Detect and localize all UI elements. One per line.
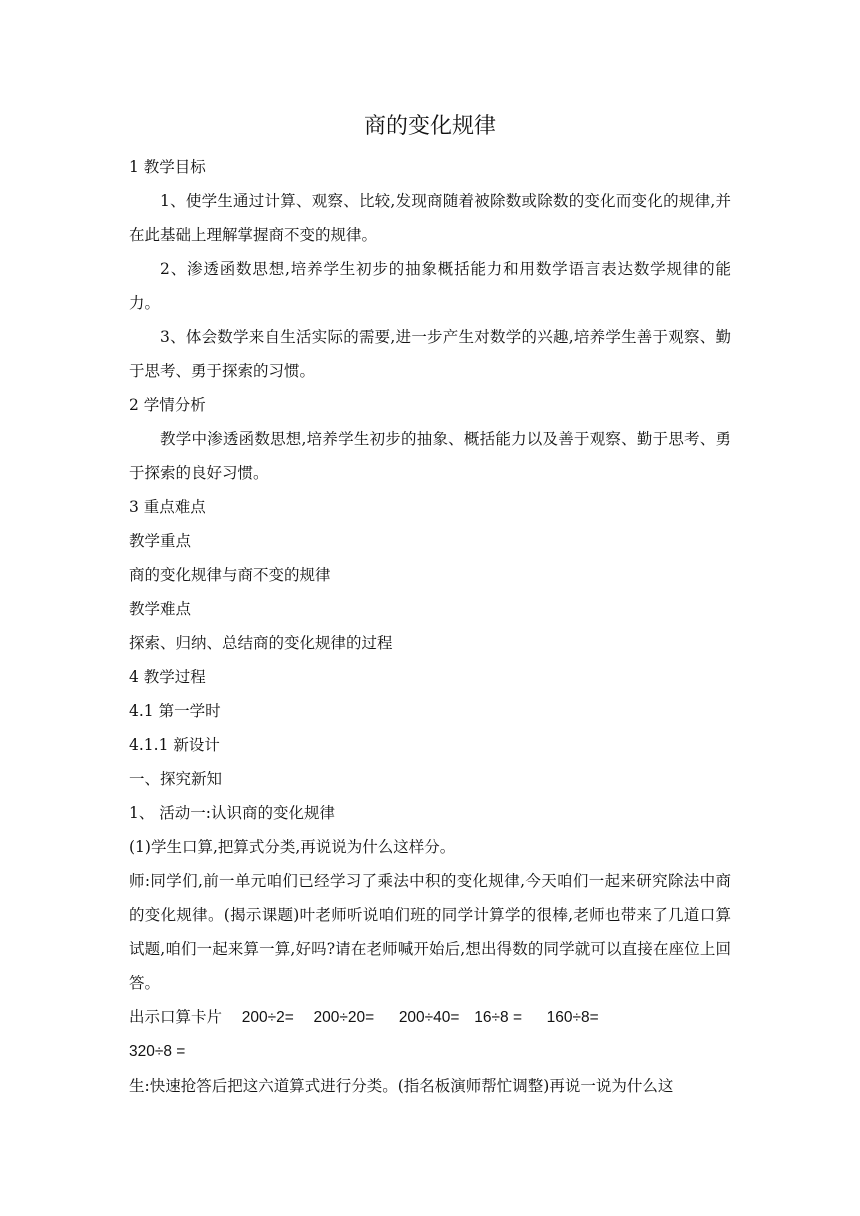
teacher-paragraph: 师:同学们,前一单元咱们已经学习了乘法中积的变化规律,今天咱们一起来研究除法中商的变化规律。(揭示课题)叶老师听说咱们班的同学计算学的很棒,老师也带来了几道口算试题,咱们一起来算一算,好吗?请在老师喊开始后,想出得数的同学就可以直接在座位上回答。 <box>129 872 731 992</box>
activity-heading: 1、 活动一:认识商的变化规律 <box>129 804 336 822</box>
calc-card: 200÷40= <box>398 1009 460 1026</box>
calc-card-last: 320÷8 = <box>129 1043 186 1060</box>
key-point-text: 商的变化规律与商不变的规律 <box>129 566 331 584</box>
calc-card: 160÷8= <box>546 1009 599 1026</box>
step-paragraph: (1)学生口算,把算式分类,再说说为什么这样分。 <box>129 838 456 856</box>
section-heading-key-points: 3 重点难点 <box>129 498 206 516</box>
difficulty-text: 探索、归纳、总结商的变化规律的过程 <box>129 634 393 652</box>
oral-calc-cards-line <box>129 1000 731 1035</box>
objective-paragraph-2: 2、渗透函数思想,培养学生初步的抽象概括能力和用数学语言表达数学规律的能力。 <box>129 260 731 312</box>
calc-card: 16÷8 = <box>474 1009 522 1026</box>
section-heading-objectives: 1 教学目标 <box>129 158 206 176</box>
calc-card: 200÷2= <box>241 1009 294 1026</box>
section-heading-process: 4 教学过程 <box>129 668 206 686</box>
difficulty-label: 教学难点 <box>129 600 192 618</box>
student-paragraph: 生:快速抢答后把这六道算式进行分类。(指名板演师帮忙调整)再说一说为什么这 <box>129 1077 674 1095</box>
page-title: 商的变化规律 <box>363 114 496 139</box>
key-point-label: 教学重点 <box>129 532 192 550</box>
document-body <box>129 150 731 1103</box>
analysis-paragraph: 教学中渗透函数思想,培养学生初步的抽象、概括能力以及善于观察、勤于思考、勇于探索的良好习惯。 <box>129 430 731 482</box>
objective-paragraph-3: 3、体会数学来自生活实际的需要,进一步产生对数学的兴趣,培养学生善于观察、勤于思考、勇于探索的习惯。 <box>129 328 731 380</box>
subsection-heading-new-design: 4.1.1 新设计 <box>129 736 220 754</box>
cards-label: 出示口算卡片 <box>129 1008 223 1026</box>
section-heading-analysis: 2 学情分析 <box>129 396 206 414</box>
objective-paragraph-1: 1、使学生通过计算、观察、比较,发现商随着被除数或除数的变化而变化的规律,并在此基础上理解掌握商不变的规律。 <box>129 192 731 244</box>
calc-card: 200÷20= <box>313 1009 375 1026</box>
part-heading-explore: 一、探究新知 <box>129 770 223 788</box>
subsection-heading-lesson-1: 4.1 第一学时 <box>129 702 221 720</box>
